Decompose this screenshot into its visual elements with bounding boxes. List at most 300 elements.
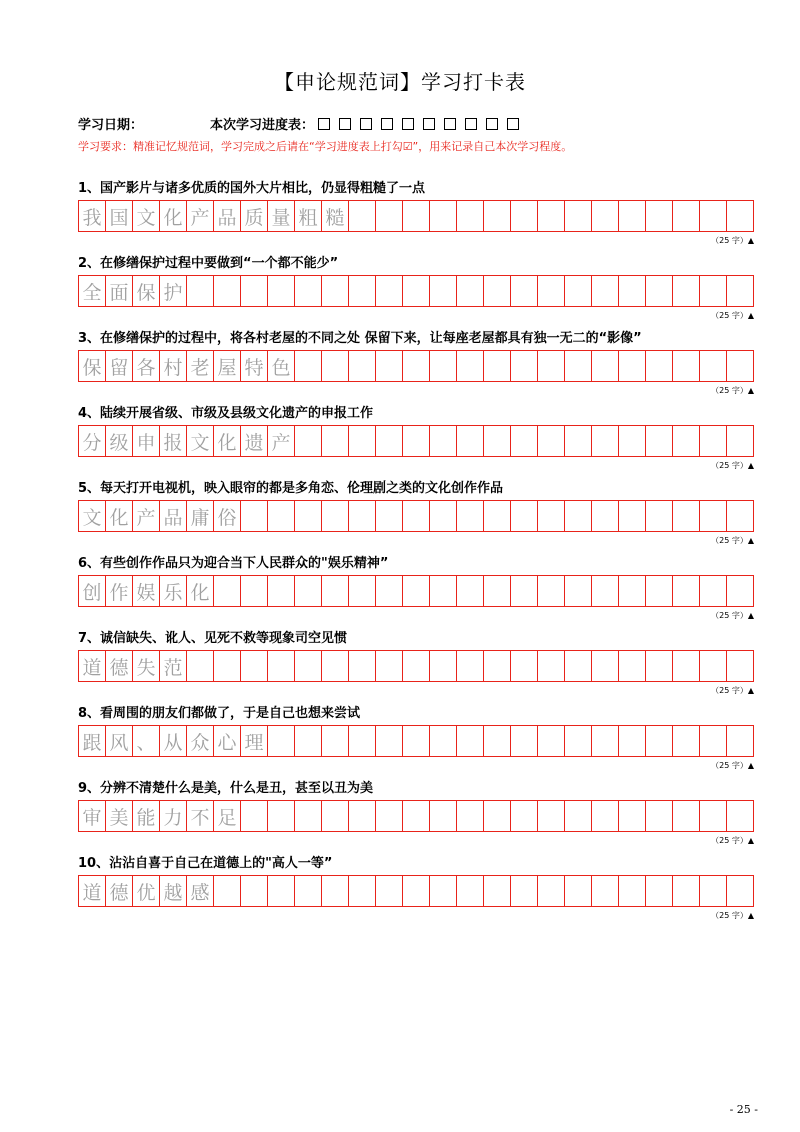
answer-cell[interactable]: 级: [106, 426, 133, 456]
answer-cell[interactable]: [673, 276, 700, 306]
answer-cell[interactable]: [430, 351, 457, 381]
answer-cell[interactable]: 保: [79, 351, 106, 381]
answer-cell[interactable]: [241, 276, 268, 306]
answer-cell[interactable]: [511, 351, 538, 381]
answer-cell[interactable]: 、: [133, 726, 160, 756]
answer-cell[interactable]: 感: [187, 876, 214, 906]
study-date-label: 学习日期：: [78, 118, 144, 133]
answer-cell[interactable]: 护: [160, 276, 187, 306]
answer-cell[interactable]: 乐: [160, 576, 187, 606]
answer-cell[interactable]: [673, 876, 700, 906]
answer-cell[interactable]: 分: [79, 426, 106, 456]
answer-cell[interactable]: [403, 201, 430, 231]
answer-cell[interactable]: [322, 501, 349, 531]
question-label: 8、看周围的朋友们都做了，于是自己也想来尝试: [78, 706, 361, 721]
answer-cell[interactable]: 审: [79, 801, 106, 831]
answer-cell[interactable]: 产: [133, 501, 160, 531]
progress-checkboxes: [314, 118, 519, 133]
answer-cell[interactable]: [484, 801, 511, 831]
answer-grid: [78, 350, 754, 382]
answer-cell[interactable]: 足: [214, 801, 241, 831]
answer-cell[interactable]: [403, 426, 430, 456]
answer-cell[interactable]: [430, 651, 457, 681]
answer-cell[interactable]: [511, 501, 538, 531]
question-label: 6、有些创作作品只为迎合当下人民群众的"娱乐精神”: [78, 556, 389, 571]
answer-cell[interactable]: [619, 651, 646, 681]
answer-cell[interactable]: [295, 576, 322, 606]
answer-cell[interactable]: [538, 576, 565, 606]
answer-cell[interactable]: 糙: [322, 201, 349, 231]
answer-cell[interactable]: 化: [214, 426, 241, 456]
answer-cell[interactable]: [592, 426, 619, 456]
answer-cell[interactable]: [484, 576, 511, 606]
answer-cell[interactable]: [619, 726, 646, 756]
answer-cell[interactable]: 文: [187, 426, 214, 456]
answer-cell[interactable]: [592, 576, 619, 606]
answer-cell[interactable]: [376, 426, 403, 456]
answer-cell[interactable]: 化: [160, 201, 187, 231]
answer-cell[interactable]: [727, 501, 754, 531]
char-count-note: （25 字）▲: [711, 536, 754, 545]
answer-cell[interactable]: [511, 651, 538, 681]
answer-cell[interactable]: [484, 651, 511, 681]
answer-cell[interactable]: [727, 801, 754, 831]
answer-cell[interactable]: 理: [241, 726, 268, 756]
answer-cell[interactable]: 文: [79, 501, 106, 531]
answer-cell[interactable]: [592, 201, 619, 231]
question-label: 9、分辨不清楚什么是美，什么是丑，甚至以丑为美: [78, 781, 374, 796]
answer-cell[interactable]: [592, 801, 619, 831]
answer-cell[interactable]: [592, 501, 619, 531]
answer-cell[interactable]: [538, 351, 565, 381]
answer-cell[interactable]: [268, 576, 295, 606]
progress-checkbox[interactable]: [486, 118, 498, 130]
question-label: 5、每天打开电视机，映入眼帘的都是多角恋、伦理剧之类的文化创作作品: [78, 481, 504, 496]
answer-cell[interactable]: [484, 426, 511, 456]
answer-cell[interactable]: 遗: [241, 426, 268, 456]
answer-cell[interactable]: [457, 651, 484, 681]
answer-cell[interactable]: [619, 351, 646, 381]
study-requirement: 学习要求：精准记忆规范词，学习完成之后请在“学习进度表上打勾☑”，用来记录自己本次学习程度。: [78, 140, 573, 153]
answer-cell[interactable]: 产: [187, 201, 214, 231]
answer-cell[interactable]: 保: [133, 276, 160, 306]
answer-cell[interactable]: [241, 651, 268, 681]
answer-cell[interactable]: [700, 351, 727, 381]
answer-cell[interactable]: [187, 651, 214, 681]
question-block: [78, 255, 762, 321]
answer-cell[interactable]: [376, 876, 403, 906]
answer-cell[interactable]: [646, 276, 673, 306]
answer-cell[interactable]: [511, 576, 538, 606]
char-count-note: （25 字）▲: [711, 236, 754, 245]
answer-cell[interactable]: [295, 276, 322, 306]
answer-cell[interactable]: 申: [133, 426, 160, 456]
answer-cell[interactable]: [673, 501, 700, 531]
answer-cell[interactable]: [619, 501, 646, 531]
progress-checkbox[interactable]: [381, 118, 393, 130]
answer-cell[interactable]: [349, 726, 376, 756]
answer-cell[interactable]: 风: [106, 726, 133, 756]
answer-cell[interactable]: [430, 801, 457, 831]
progress-label: 本次学习进度表：: [210, 118, 315, 133]
answer-cell[interactable]: [322, 801, 349, 831]
answer-cell[interactable]: [511, 426, 538, 456]
question-block: [78, 330, 762, 396]
answer-cell[interactable]: [349, 651, 376, 681]
answer-cell[interactable]: [430, 201, 457, 231]
answer-cell[interactable]: [727, 201, 754, 231]
answer-cell[interactable]: 创: [79, 576, 106, 606]
answer-cell[interactable]: [619, 801, 646, 831]
answer-cell[interactable]: [457, 501, 484, 531]
answer-cell[interactable]: 德: [106, 651, 133, 681]
answer-cell[interactable]: [376, 351, 403, 381]
answer-cell[interactable]: [457, 426, 484, 456]
answer-cell[interactable]: [511, 201, 538, 231]
char-count-note: （25 字）▲: [711, 911, 754, 920]
page-title: 【申论规范词】学习打卡表: [274, 70, 526, 94]
answer-cell[interactable]: [727, 726, 754, 756]
answer-cell[interactable]: [295, 351, 322, 381]
answer-cell[interactable]: [592, 276, 619, 306]
answer-cell[interactable]: 优: [133, 876, 160, 906]
answer-cell[interactable]: [565, 651, 592, 681]
answer-cell[interactable]: [646, 876, 673, 906]
answer-cell[interactable]: 文: [133, 201, 160, 231]
progress-checkbox[interactable]: [339, 118, 351, 130]
answer-cell[interactable]: [646, 501, 673, 531]
progress-checkbox[interactable]: [423, 118, 435, 130]
answer-cell[interactable]: [484, 276, 511, 306]
question-block: [78, 855, 762, 921]
answer-grid: [78, 575, 754, 607]
answer-cell[interactable]: [538, 651, 565, 681]
answer-cell[interactable]: [727, 276, 754, 306]
answer-cell[interactable]: 能: [133, 801, 160, 831]
answer-cell[interactable]: [727, 651, 754, 681]
answer-cell[interactable]: [646, 726, 673, 756]
answer-cell[interactable]: [565, 576, 592, 606]
progress-checkbox[interactable]: [318, 118, 330, 130]
progress-checkbox[interactable]: [444, 118, 456, 130]
answer-cell[interactable]: 从: [160, 726, 187, 756]
answer-cell[interactable]: [727, 876, 754, 906]
answer-cell[interactable]: [349, 876, 376, 906]
answer-cell[interactable]: [268, 276, 295, 306]
answer-cell[interactable]: [322, 726, 349, 756]
answer-cell[interactable]: 德: [106, 876, 133, 906]
answer-cell[interactable]: 量: [268, 201, 295, 231]
answer-cell[interactable]: [565, 726, 592, 756]
char-count-note: （25 字）▲: [711, 311, 754, 320]
answer-cell[interactable]: [214, 651, 241, 681]
answer-cell[interactable]: 村: [160, 351, 187, 381]
answer-cell[interactable]: [538, 726, 565, 756]
answer-cell[interactable]: [457, 351, 484, 381]
answer-cell[interactable]: 心: [214, 726, 241, 756]
answer-cell[interactable]: 俗: [214, 501, 241, 531]
question-label: 10、沾沾自喜于自己在道德上的"高人一等”: [78, 856, 333, 871]
answer-cell[interactable]: [592, 876, 619, 906]
answer-cell[interactable]: [322, 426, 349, 456]
answer-cell[interactable]: [700, 876, 727, 906]
answer-cell[interactable]: [376, 276, 403, 306]
question-block: [78, 780, 762, 846]
char-count-note: （25 字）▲: [711, 611, 754, 620]
answer-cell[interactable]: [268, 876, 295, 906]
answer-cell[interactable]: [376, 501, 403, 531]
answer-cell[interactable]: [538, 426, 565, 456]
answer-cell[interactable]: [349, 801, 376, 831]
answer-cell[interactable]: [538, 201, 565, 231]
answer-cell[interactable]: 报: [160, 426, 187, 456]
answer-cell[interactable]: [538, 501, 565, 531]
answer-cell[interactable]: [538, 801, 565, 831]
answer-cell[interactable]: [268, 651, 295, 681]
answer-cell[interactable]: [322, 651, 349, 681]
answer-cell[interactable]: 道: [79, 876, 106, 906]
answer-cell[interactable]: [403, 351, 430, 381]
char-count-note: （25 字）▲: [711, 836, 754, 845]
answer-cell[interactable]: 面: [106, 276, 133, 306]
answer-cell[interactable]: [700, 576, 727, 606]
answer-cell[interactable]: [673, 351, 700, 381]
answer-cell[interactable]: [673, 426, 700, 456]
answer-cell[interactable]: [673, 726, 700, 756]
answer-cell[interactable]: 作: [106, 576, 133, 606]
answer-cell[interactable]: [349, 426, 376, 456]
question-block: [78, 555, 762, 621]
answer-cell[interactable]: [592, 726, 619, 756]
answer-cell[interactable]: [619, 426, 646, 456]
answer-cell[interactable]: [565, 801, 592, 831]
answer-grid: [78, 500, 754, 532]
answer-cell[interactable]: [376, 201, 403, 231]
answer-cell[interactable]: [403, 576, 430, 606]
answer-cell[interactable]: [673, 576, 700, 606]
answer-cell[interactable]: [403, 501, 430, 531]
answer-cell[interactable]: [349, 576, 376, 606]
answer-cell[interactable]: [484, 201, 511, 231]
answer-cell[interactable]: 特: [241, 351, 268, 381]
answer-cell[interactable]: [673, 201, 700, 231]
answer-cell[interactable]: [376, 801, 403, 831]
answer-cell[interactable]: [403, 651, 430, 681]
answer-cell[interactable]: [700, 651, 727, 681]
answer-cell[interactable]: 全: [79, 276, 106, 306]
answer-cell[interactable]: 力: [160, 801, 187, 831]
answer-cell[interactable]: [646, 351, 673, 381]
answer-cell[interactable]: [619, 876, 646, 906]
answer-cell[interactable]: [214, 576, 241, 606]
answer-cell[interactable]: [484, 351, 511, 381]
answer-cell[interactable]: 美: [106, 801, 133, 831]
answer-cell[interactable]: [457, 801, 484, 831]
answer-cell[interactable]: [592, 651, 619, 681]
answer-cell[interactable]: [376, 651, 403, 681]
answer-cell[interactable]: [403, 726, 430, 756]
answer-cell[interactable]: 越: [160, 876, 187, 906]
answer-cell[interactable]: 品: [160, 501, 187, 531]
answer-cell[interactable]: 不: [187, 801, 214, 831]
answer-cell[interactable]: 失: [133, 651, 160, 681]
answer-cell[interactable]: [511, 876, 538, 906]
answer-cell[interactable]: [646, 651, 673, 681]
answer-cell[interactable]: [376, 576, 403, 606]
answer-cell[interactable]: [403, 801, 430, 831]
answer-cell[interactable]: [727, 576, 754, 606]
page-number: - 25 -: [729, 1103, 758, 1116]
answer-cell[interactable]: [295, 501, 322, 531]
answer-cell[interactable]: 色: [268, 351, 295, 381]
answer-cell[interactable]: [619, 201, 646, 231]
answer-cell[interactable]: [295, 426, 322, 456]
answer-cell[interactable]: 娱: [133, 576, 160, 606]
answer-cell[interactable]: [214, 876, 241, 906]
answer-cell[interactable]: [700, 726, 727, 756]
progress-checkbox[interactable]: [507, 118, 519, 130]
answer-cell[interactable]: [241, 501, 268, 531]
answer-cell[interactable]: [565, 501, 592, 531]
answer-cell[interactable]: [457, 876, 484, 906]
answer-cell[interactable]: 化: [106, 501, 133, 531]
answer-cell[interactable]: [565, 876, 592, 906]
study-meta-row: [78, 114, 519, 133]
question-label: 3、在修缮保护的过程中，将各村老屋的不同之处 保留下来，让每座老屋都具有独一无二的“影像”: [78, 331, 642, 346]
answer-cell[interactable]: [511, 801, 538, 831]
answer-cell[interactable]: [430, 276, 457, 306]
char-count-note: （25 字）▲: [711, 461, 754, 470]
answer-cell[interactable]: [403, 876, 430, 906]
answer-cell[interactable]: 范: [160, 651, 187, 681]
answer-cell[interactable]: [565, 201, 592, 231]
answer-cell[interactable]: [484, 726, 511, 756]
answer-grid: [78, 425, 754, 457]
answer-cell[interactable]: [700, 801, 727, 831]
answer-cell[interactable]: [538, 276, 565, 306]
question-block: [78, 705, 762, 771]
answer-cell[interactable]: [241, 576, 268, 606]
question-block: [78, 180, 762, 246]
answer-cell[interactable]: [214, 276, 241, 306]
progress-checkbox[interactable]: [360, 118, 372, 130]
answer-cell[interactable]: 跟: [79, 726, 106, 756]
answer-cell[interactable]: [619, 276, 646, 306]
answer-cell[interactable]: [268, 726, 295, 756]
answer-cell[interactable]: [592, 351, 619, 381]
answer-cell[interactable]: [295, 801, 322, 831]
answer-cell[interactable]: [322, 351, 349, 381]
answer-cell[interactable]: [700, 426, 727, 456]
answer-cell[interactable]: 我: [79, 201, 106, 231]
answer-cell[interactable]: [511, 726, 538, 756]
answer-cell[interactable]: [187, 276, 214, 306]
answer-cell[interactable]: [457, 726, 484, 756]
answer-cell[interactable]: [457, 201, 484, 231]
question-block: [78, 405, 762, 471]
answer-cell[interactable]: 老: [187, 351, 214, 381]
answer-cell[interactable]: [241, 876, 268, 906]
answer-cell[interactable]: [403, 276, 430, 306]
answer-cell[interactable]: [673, 801, 700, 831]
answer-cell[interactable]: [430, 501, 457, 531]
answer-cell[interactable]: [349, 276, 376, 306]
answer-cell[interactable]: [295, 651, 322, 681]
answer-cell[interactable]: [430, 576, 457, 606]
answer-cell[interactable]: 各: [133, 351, 160, 381]
answer-cell[interactable]: [349, 501, 376, 531]
answer-cell[interactable]: [673, 651, 700, 681]
char-count-note: （25 字）▲: [711, 386, 754, 395]
answer-cell[interactable]: 产: [268, 426, 295, 456]
answer-cell[interactable]: [349, 201, 376, 231]
progress-checkbox[interactable]: [465, 118, 477, 130]
answer-cell[interactable]: [727, 426, 754, 456]
answer-cell[interactable]: [727, 351, 754, 381]
question-label: 4、陆续开展省级、市级及县级文化遗产的申报工作: [78, 406, 374, 421]
answer-cell[interactable]: [646, 576, 673, 606]
answer-cell[interactable]: [646, 801, 673, 831]
answer-cell[interactable]: [241, 801, 268, 831]
answer-cell[interactable]: [430, 876, 457, 906]
answer-cell[interactable]: [268, 801, 295, 831]
answer-grid: [78, 275, 754, 307]
answer-cell[interactable]: 道: [79, 651, 106, 681]
answer-cell[interactable]: [322, 876, 349, 906]
answer-cell[interactable]: 众: [187, 726, 214, 756]
answer-cell[interactable]: [565, 351, 592, 381]
answer-cell[interactable]: [565, 426, 592, 456]
answer-cell[interactable]: [484, 501, 511, 531]
answer-cell[interactable]: [619, 576, 646, 606]
answer-cell[interactable]: 化: [187, 576, 214, 606]
answer-cell[interactable]: [484, 876, 511, 906]
answer-cell[interactable]: 质: [241, 201, 268, 231]
answer-cell[interactable]: 庸: [187, 501, 214, 531]
answer-cell[interactable]: 国: [106, 201, 133, 231]
answer-cell[interactable]: [538, 876, 565, 906]
question-label: 2、在修缮保护过程中要做到“一个都不能少”: [78, 256, 339, 271]
progress-checkbox[interactable]: [402, 118, 414, 130]
question-label: 1、国产影片与诸多优质的国外大片相比，仍显得粗糙了一点: [78, 181, 426, 196]
answer-cell[interactable]: 留: [106, 351, 133, 381]
answer-cell[interactable]: [322, 276, 349, 306]
answer-cell[interactable]: [295, 876, 322, 906]
answer-grid: [78, 650, 754, 682]
answer-cell[interactable]: [430, 726, 457, 756]
question-label: 7、诚信缺失、讹人、见死不救等现象司空见惯: [78, 631, 348, 646]
answer-cell[interactable]: [511, 276, 538, 306]
answer-cell[interactable]: [322, 576, 349, 606]
answer-cell[interactable]: [268, 501, 295, 531]
answer-cell[interactable]: [646, 426, 673, 456]
answer-cell[interactable]: 品: [214, 201, 241, 231]
answer-cell[interactable]: [457, 576, 484, 606]
answer-cell[interactable]: 屋: [214, 351, 241, 381]
answer-cell[interactable]: [565, 276, 592, 306]
answer-cell[interactable]: [376, 726, 403, 756]
answer-cell[interactable]: [700, 201, 727, 231]
answer-cell[interactable]: [646, 201, 673, 231]
answer-cell[interactable]: [349, 351, 376, 381]
answer-cell[interactable]: [700, 276, 727, 306]
answer-cell[interactable]: [430, 426, 457, 456]
answer-cell[interactable]: [457, 276, 484, 306]
answer-cell[interactable]: [295, 726, 322, 756]
answer-cell[interactable]: 粗: [295, 201, 322, 231]
answer-grid: [78, 725, 754, 757]
answer-cell[interactable]: [700, 501, 727, 531]
